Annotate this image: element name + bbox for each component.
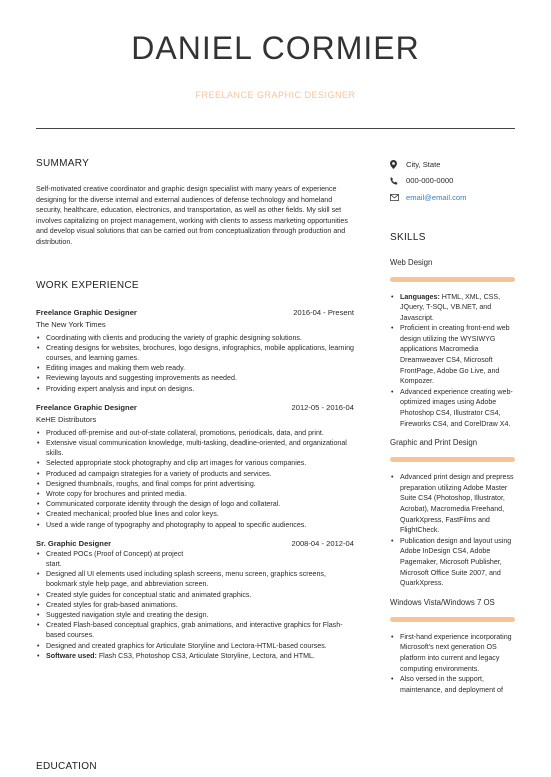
list-item: • Designed thumbnails, roughs, and final comps for print advertising. [36,479,354,489]
skill-name: Web Design [390,257,433,267]
job-bullets [36,333,354,394]
list-item: • Publication design and layout using Adobe InDesign CS4, Adobe Pagemaker, Microsoft Publisher, Microsoft Office Suite 2007, and QuarkXpress. [390,536,516,589]
job-entry [36,539,354,661]
job-entry [36,403,354,530]
phone-icon [390,177,406,185]
skill-group [390,258,516,430]
list-item: • Communicated corporate identity through the design of logo and collateral. [36,499,354,509]
list-item: • Advanced experience creating web-optimized images using Adobe Photoshop CS4, Illustrator CS4, Fireworks CS4, and CorelDraw X4. [390,387,516,429]
list-item: • Proficient in creating front-end web design utilizing the WYSIWYG applications Macromedia Dreamweaver CS4, Microsoft FrontPage, Adobe Go Live, and Kompozer. [390,323,516,387]
list-item: • Used a wide range of typography and photography to appeal to specific audiences. [36,520,354,530]
list-item-text: Created POCs (Proof of Concept) at project start. [46,549,184,569]
skill-level-bar [390,617,515,622]
list-item [36,549,354,569]
skill-details [390,292,516,430]
list-item: • Wrote copy for brochures and printed media. [36,489,354,499]
job-employer: The New York Times [36,319,106,329]
list-item: • First-hand experience incorporating Microsoft's next generation OS platform into current and legacy computing environments. [390,632,516,674]
location-text: City, State [406,159,441,169]
list-item: • Also versed in the support, maintenance, and deployment of [390,674,516,695]
list-item: • Produced off-premise and out-of-state collateral, promotions, periodicals, data, and print. [36,428,354,438]
skill-details [390,472,516,589]
skill-detail-label: Languages: [400,292,440,301]
header-divider [36,128,515,129]
list-item: • Coordinating with clients and producing the variety of graphic designing solutions. [36,333,354,343]
summary-heading: SUMMARY [36,158,90,169]
skill-details [390,632,516,696]
skill-name: Windows Vista/Windows 7 OS [390,597,495,607]
main-column [36,158,354,772]
job-bullets [36,428,354,530]
job-title: Freelance Graphic Designer [36,307,137,317]
list-item: • Extensive visual communication knowledge, multi-tasking, deadline-oriented, and organizational skills. [36,438,354,458]
email-link[interactable]: email@email.com [406,192,467,202]
job-entry [36,308,354,394]
envelope-icon [390,194,406,201]
job-bullets [36,549,354,661]
list-item: • Providing expert analysis and input on designs. [36,384,354,394]
skill-group [390,438,516,589]
job-employer: KeHE Distributors [36,414,97,424]
summary-text: Self-motivated creative coordinator and graphic design specialist with many years of experience designing for the diverse internal and external audiences of defense technology and homeland security, healthcare, education, electronics, and transportation, as well as other fields. My skill set involves capitalizing on project management, working with clients to assess marketing opportunities and develop visual solutions that can be carried out from conceptualization through production and distribution. [36,185,348,246]
skill-detail-text: HTML, XML, CSS, JQuery, T-SQL, VB.NET, and Javascript. [400,292,501,322]
list-item: • Created Flash-based conceptual graphics, grab animations, and interactive graphics for Flash-based courses. [36,620,354,640]
job-title: Sr. Graphic Designer [36,538,112,548]
skill-name: Graphic and Print Design [390,438,478,448]
map-pin-icon [390,160,406,169]
list-item: • Created styles for grab-based animations. [36,600,354,610]
job-title: Freelance Graphic Designer [36,402,137,412]
list-item: • Reviewing layouts and suggesting improvements as needed. [36,373,354,383]
list-item: • Designed and created graphics for Articulate Storyline and Lectora-HTML-based courses. [36,641,354,651]
contact-phone [390,173,516,190]
list-item [36,651,354,661]
list-item: • Creating designs for websites, brochures, logo designs, infographics, mobile applications, learning courses, and learning games. [36,343,354,363]
phone-text: 000-000-0000 [406,176,454,186]
job-dates: 2016-04 - Present [293,307,354,317]
list-item [390,292,516,324]
candidate-name: DANIEL CORMIER [131,30,420,66]
list-item: • Advanced print design and prepress preparation utilizing Adobe Master Suite CS4 (Photoshop, Illustrator, Acrobat), Macromedia Freehand, QuarkXpress, FastFilms and FlightCheck. [390,472,516,536]
skills-heading: SKILLS [390,231,426,243]
list-item: • Produced ad campaign strategies for a variety of products and services. [36,469,354,479]
job-dates: 2012-05 - 2016-04 [291,402,354,412]
list-item: • Suggested navigation style and creating the design. [36,610,354,620]
list-item: • Designed all UI elements used including splash screens, menu screen, graphics screens, bookmark style help page, and abbreviation screen. [36,569,354,589]
work-experience-heading: WORK EXPERIENCE [36,279,139,291]
skill-level-bar [390,457,515,462]
contact-location [390,156,516,173]
job-dates: 2008-04 - 2012-04 [291,538,354,548]
candidate-subtitle: FREELANCE GRAPHIC DESIGNER [195,90,356,100]
contact-email[interactable] [390,189,516,206]
list-item: • Editing images and making them web ready. [36,363,354,373]
list-item: • Selected appropriate stock photography and clip art images for various companies. [36,458,354,468]
skill-level-bar [390,277,515,282]
sidebar-column [390,156,516,695]
skill-group [390,598,516,696]
education-heading: EDUCATION [36,761,97,772]
software-text: Flash CS3, Photoshop CS3, Articulate Storyline, Lectora, and HTML. [96,651,315,660]
software-label: Software used: [46,651,97,660]
list-item: • Created mechanical; proofed blue lines and color keys. [36,509,354,519]
list-item: • Created style guides for conceptual static and animated graphics. [36,590,354,600]
